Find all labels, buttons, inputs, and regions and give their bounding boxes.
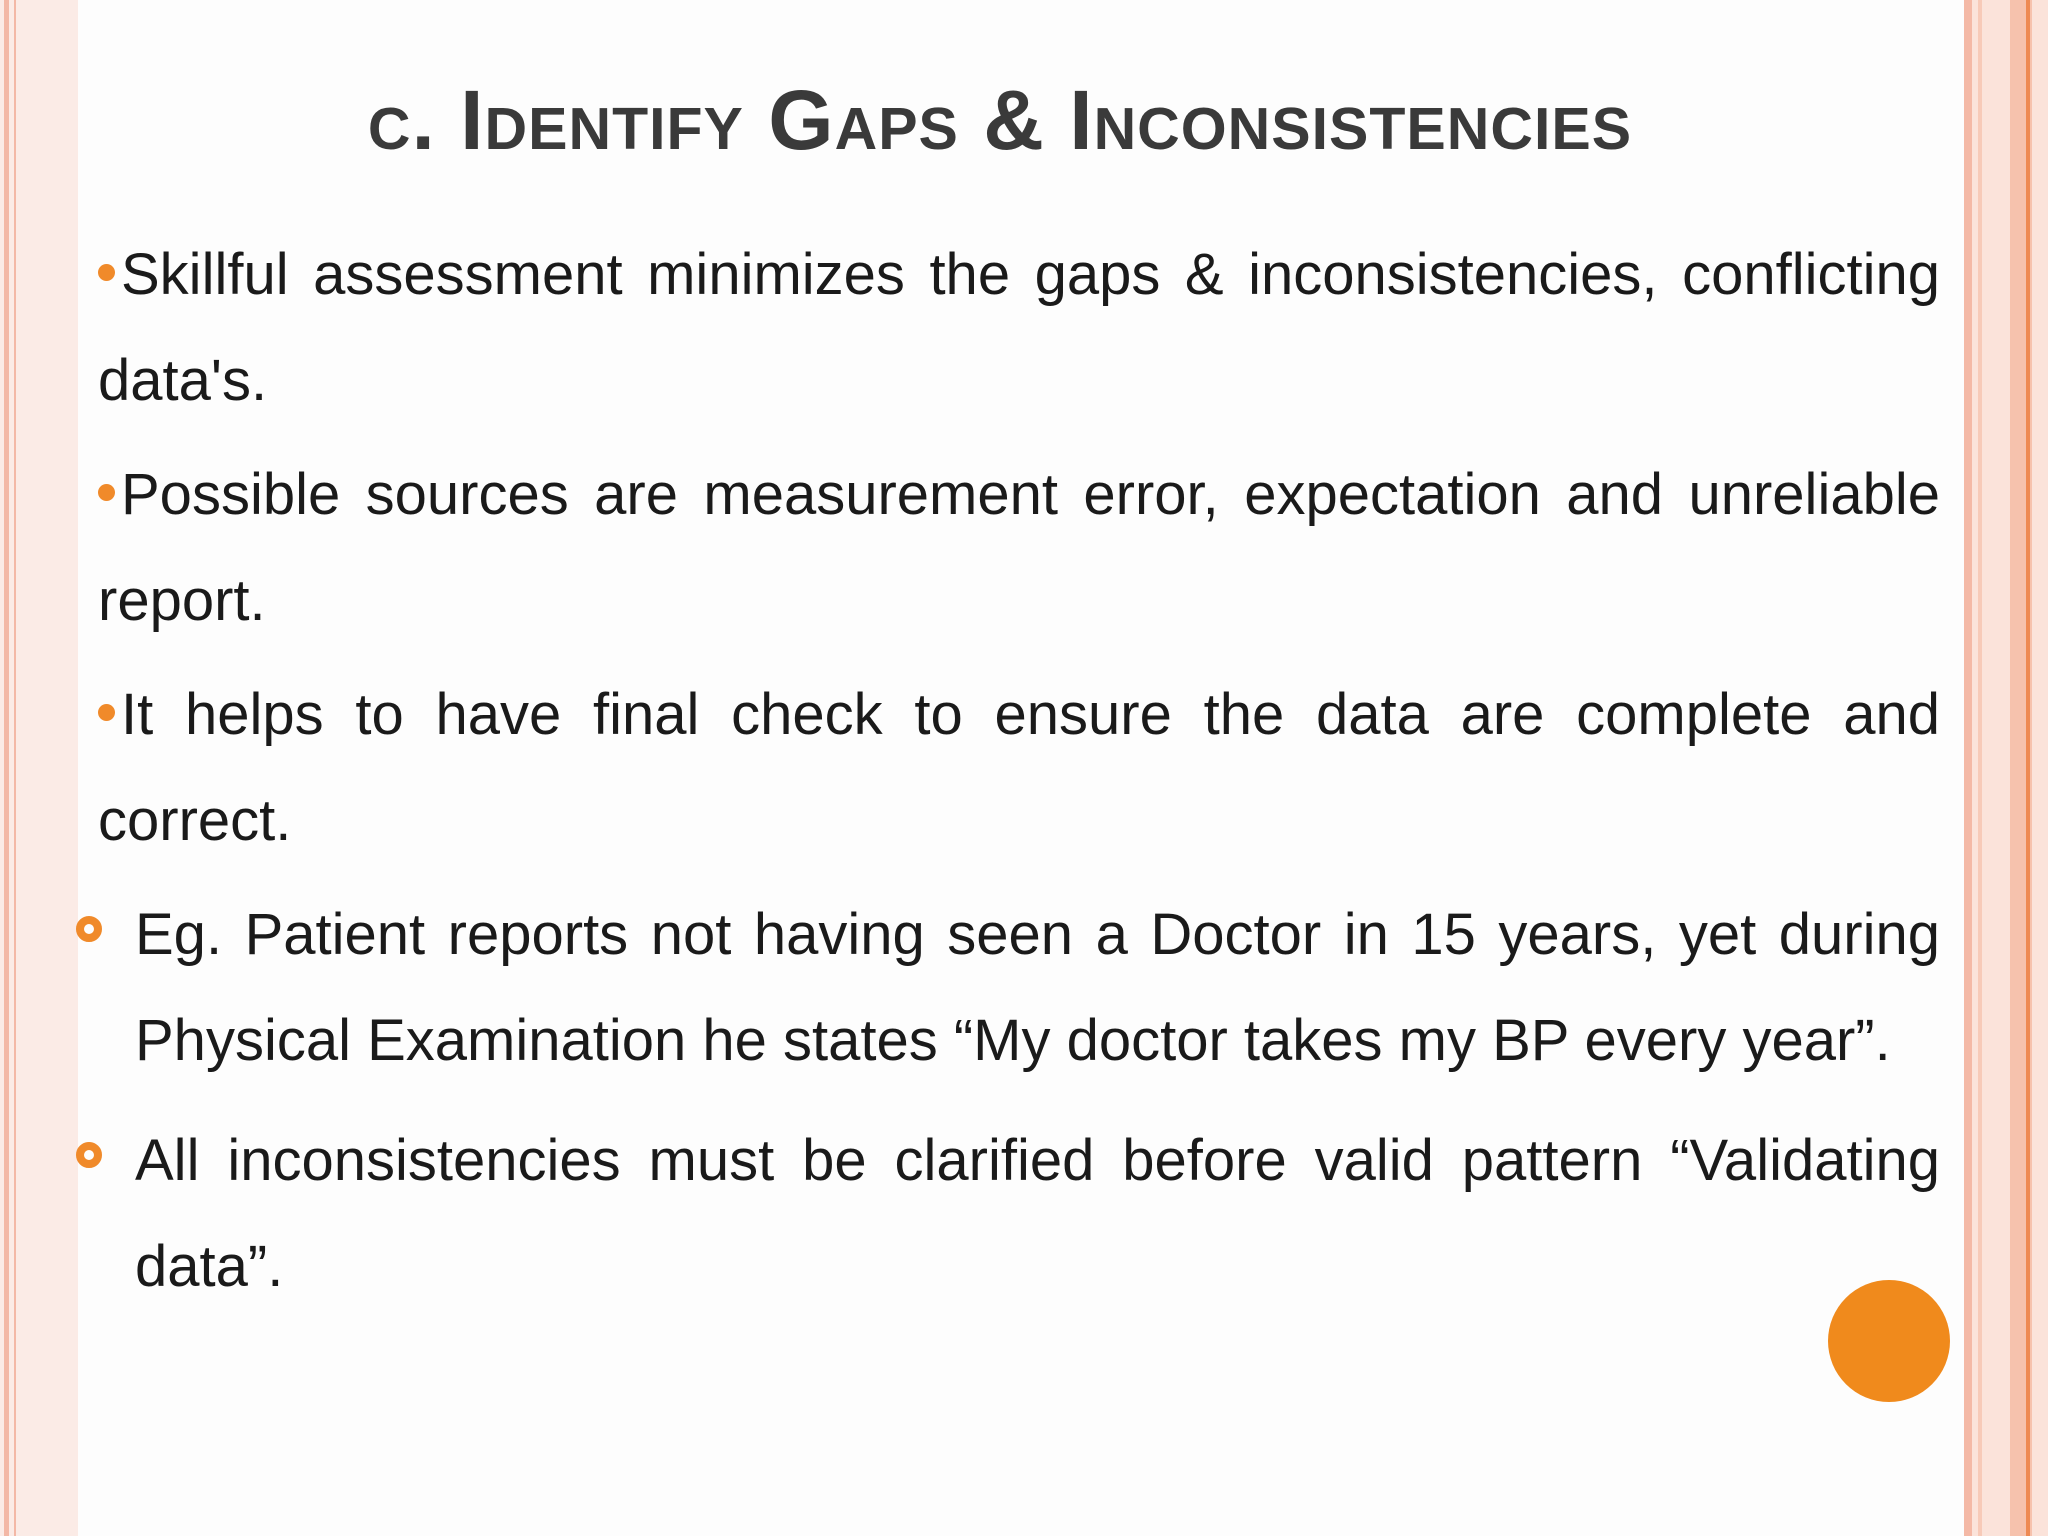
bullet-text: Skillful assessment minimizes the gaps & inconsistencies, conflicting data's. [98, 242, 1940, 413]
sub-bullet-point [98, 442, 1940, 654]
bullet-dot-icon [98, 484, 115, 501]
border-stripe [1978, 0, 1982, 1536]
right-decorative-border [1964, 0, 2048, 1536]
border-stripe [2026, 0, 2030, 1536]
bullet-ring-icon [76, 916, 102, 942]
main-bullet-point [98, 1108, 1940, 1320]
bullet-text: Eg. Patient reports not having seen a Doctor in 15 years, yet during Physical Examination he states “My doctor takes my BP every year”. [135, 902, 1940, 1073]
sub-bullet-point [98, 222, 1940, 434]
slide-body [98, 222, 1940, 1334]
border-stripe [4, 0, 9, 1536]
bullet-text: It helps to have final check to ensure the data are complete and correct. [98, 682, 1940, 853]
main-bullet-point [98, 882, 1940, 1094]
sub-bullet-point [98, 662, 1940, 874]
bullet-text: All inconsistencies must be clarified before valid pattern “Validating data”. [135, 1128, 1940, 1299]
bullet-dot-icon [98, 704, 115, 721]
slide-title: c. Identify Gaps & Inconsistencies [367, 73, 1633, 167]
border-stripe [14, 0, 16, 1536]
bullet-ring-icon [76, 1142, 102, 1168]
left-decorative-border [0, 0, 78, 1536]
bullet-dot-icon [98, 264, 115, 281]
decorative-orange-circle [1828, 1280, 1950, 1402]
bullet-text: Possible sources are measurement error, expectation and unreliable report. [98, 462, 1940, 633]
border-stripe [1964, 0, 1972, 1536]
